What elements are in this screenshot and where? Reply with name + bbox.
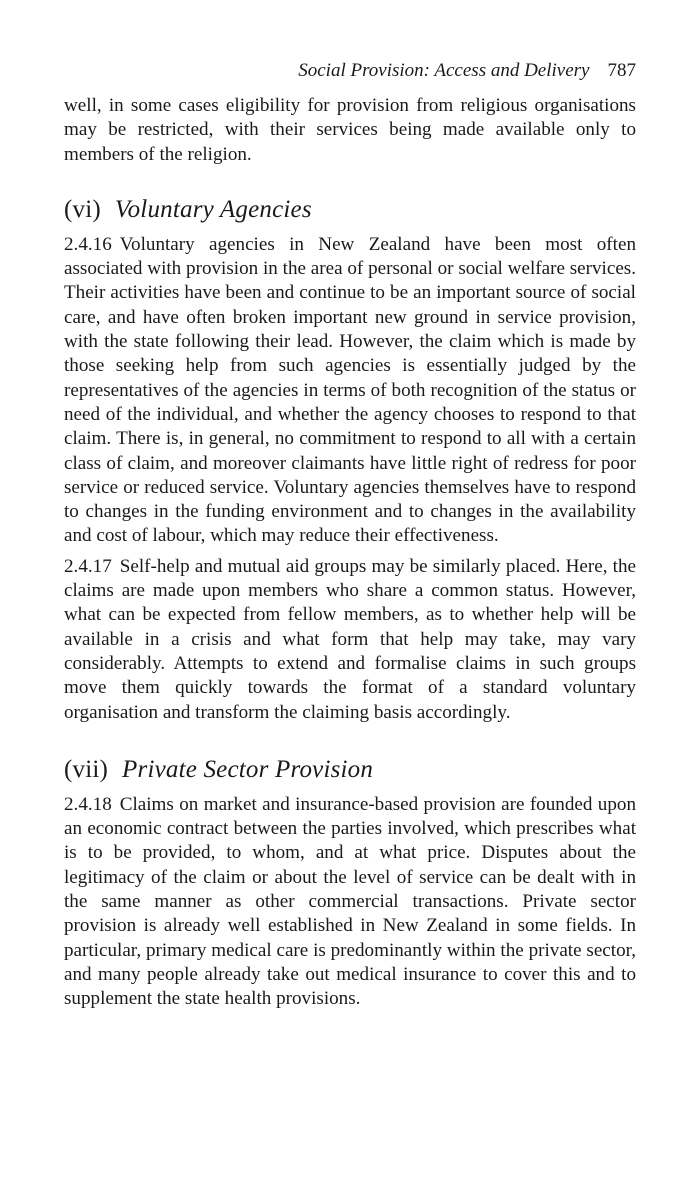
section-title: Voluntary Agencies <box>114 195 312 223</box>
paragraph-2-4-18 <box>64 793 636 1012</box>
running-head-title: Social Provision: Access and Delivery <box>298 60 590 81</box>
section-numeral: (vii) <box>64 755 109 783</box>
section-numeral: (vi) <box>64 195 101 223</box>
paragraph-text: Claims on market and insurance-based provision are founded upon an economic contract between the parties involved, which prescribes what is to be provided, to whom, and at what price. Disputes about the legitimacy of the claim or about the level of service can be dealt with in the same manner as other commercial transactions. Private sector provision is already well established in New Zealand in some fields. In particular, primary medical care is predominantly within the private sector, and many people already take out medical insurance to cover this and to supplement the state health provisions. <box>64 793 636 1010</box>
intro-paragraph: well, in some cases eligibility for provision from religious organisations may be restricted, with their services being made available only to members of the religion. <box>64 95 636 165</box>
paragraph-text: Self-help and mutual aid groups may be similarly placed. Here, the claims are made upon members who share a common status. However, what can be expected from fellow members, as to whether help will be available in a crisis and what form that help may take, may vary considerably. Attempts to extend and formalise claims in such groups move them quickly towards the format of a standard voluntary organisation and transform the claiming basis accordingly. <box>64 555 636 723</box>
section-heading-private-sector-provision <box>64 755 636 785</box>
document-page <box>64 58 636 1012</box>
paragraph-2-4-16 <box>64 233 636 549</box>
section-heading-voluntary-agencies <box>64 195 636 225</box>
paragraph-number: 2.4.18 <box>64 793 112 815</box>
paragraph-number: 2.4.17 <box>64 555 112 577</box>
paragraph-2-4-17 <box>64 555 636 725</box>
paragraph-text: Voluntary agencies in New Zealand have been most often associated with provision in the area of personal or social welfare services. Their activities have been and continue to be an important source of social care, and have often broken important new ground in service provision, with the state following their lead. However, the claim which is made by those seeking help from such agencies is essentially judged by the representatives of the agencies in terms of both recognition of the status or need of the individual, and whether the agency chooses to respond to that claim. There is, in general, no commitment to respond to all with a certain class of claim, and moreover claimants have little right of redress for poor service or reduced service. Voluntary agencies themselves have to respond to changes in the funding environment and to changes in the availability and cost of labour, which may reduce their effectiveness. <box>64 233 636 547</box>
paragraph-number: 2.4.16 <box>64 233 112 255</box>
page-number: 787 <box>607 60 636 81</box>
section-title: Private Sector Provision <box>122 755 374 783</box>
running-head <box>64 58 636 84</box>
